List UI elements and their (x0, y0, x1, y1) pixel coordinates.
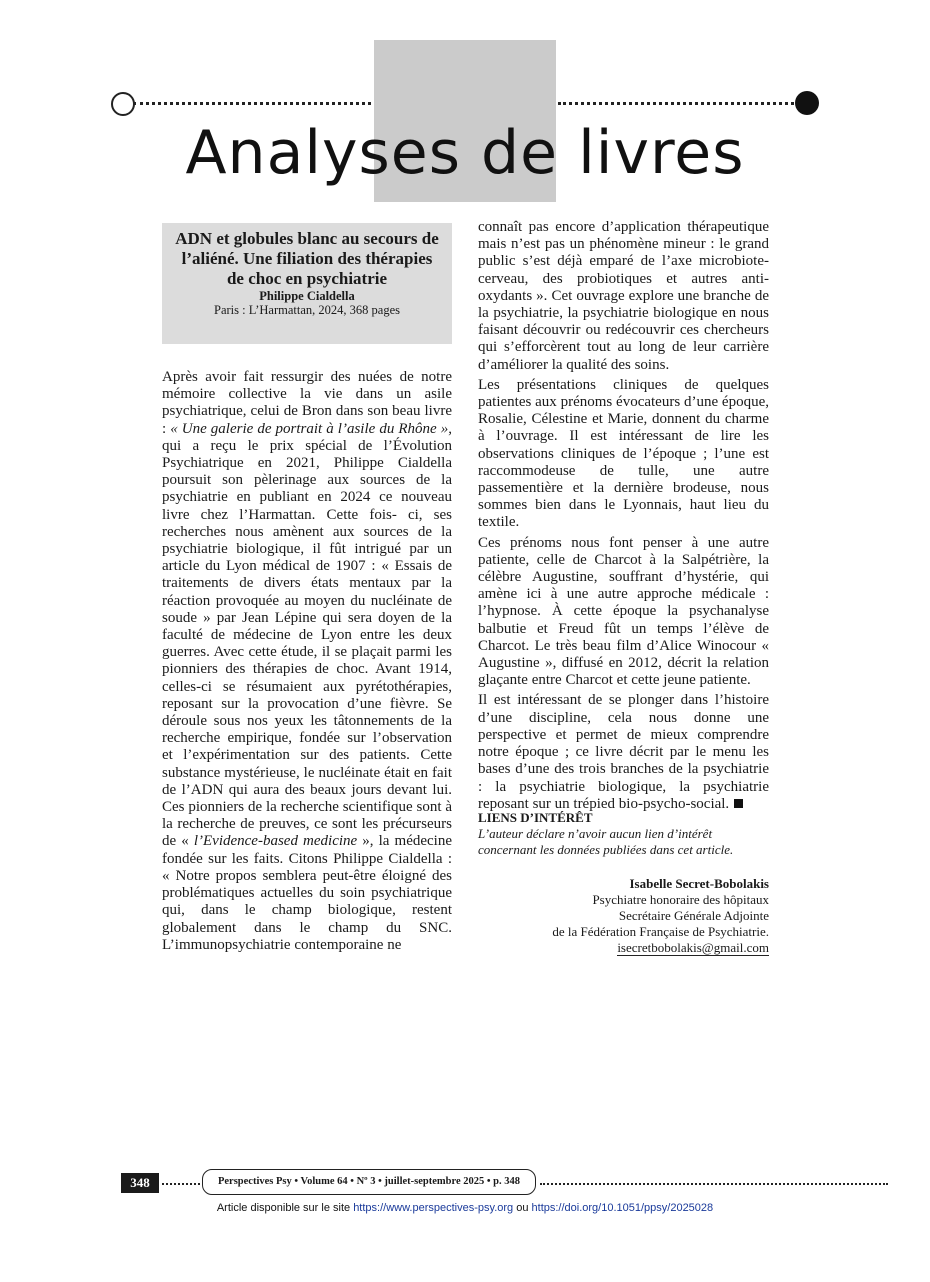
review-paragraph: connaît pas encore d’application thérapeutique mais n’est pas un phénomène mineur : le grand public s’est déjà emparé de l’axe microbiote-cerveau, des probiotiques et autres anti-oxydants ». Cet ouvrage explore une branche de la psychiatrie, la psychiatrie biologique en nous faisant découvrir ou redécouvrir ces chercheurs qui s’efforcèrent tout au long de leur carrière d’améliorer la qualité des soins. (478, 219, 769, 373)
review-paragraph: Il est intéressant de se plonger dans l’histoire d’une discipline, cela nous donne une perspective et permet de mieux comprendre notre époque ; ce livre décrit par le menu les bases d’une des trois branches de la psychiatrie : la psychiatrie biologique, la psychiatrie reposant sur un trépied bio-psycho-social. (478, 692, 769, 812)
review-paragraph: Ces prénoms nous font penser à une autre patiente, celle de Charcot à la Salpétrière, la célèbre Augustine, souffrant d’hystérie, qui amène ici à une autre approche médicale : l’hypnose. À cette époque la psychanalyse balbutie et Freud fût un temps l’élève de Charcot. Le très beau film d’Alice Winocour « Augustine », diffusé en 2012, décrit la relation glaçante entre Charcot et cette jeune patiente. (478, 534, 769, 689)
conflict-of-interest-heading: LIENS D’INTÉRÊT (478, 810, 593, 825)
book-title: ADN et globules blanc au secours de l’aliéné. Une filiation des thérapies de choc en psychiatrie (175, 229, 439, 288)
book-reference-box (162, 223, 452, 344)
availability-line: Article disponible sur le site https://www.perspectives-psy.org ou https://doi.org/10.1051/ppsy/2025028 (216, 1202, 714, 1214)
review-column-left (162, 369, 452, 957)
filled-circle-ornament (795, 91, 819, 115)
footer-dotted-rule-right (540, 1183, 888, 1185)
reviewer-title-1: Psychiatre honoraire des hôpitaux (592, 892, 769, 907)
page-number: 348 (121, 1173, 159, 1193)
book-author: Philippe Cialdella (259, 289, 355, 303)
doi-link[interactable]: https://doi.org/10.1051/ppsy/2025028 (531, 1202, 714, 1214)
journal-citation: Perspectives Psy • Volume 64 • Nº 3 • juillet-septembre 2025 • p. 348 (202, 1169, 536, 1195)
reviewer-title-3: de la Fédération Française de Psychiatrie. (552, 924, 769, 939)
open-circle-ornament (111, 92, 135, 116)
author-signature (478, 876, 769, 956)
reviewer-name: Isabelle Secret-Bobolakis (629, 876, 769, 891)
header-dotted-rule-left (133, 102, 371, 105)
reviewer-email[interactable]: isecretbobolakis@gmail.com (617, 940, 769, 955)
review-paragraph: Après avoir fait ressurgir des nuées de notre mémoire collective la vie dans un asile psychiatrique, celui de Bron dans son beau livre : « Une galerie de portrait à l’asile du Rhône », qui a reçu le prix spécial de l’Évolution Psychiatrique en 2021, Philippe Cialdella poursuit son pèlerinage aux sources de la psychiatrie en publiant en 2024 ce nouveau livre chez l’Harmattan. Cette fois- ci, ses recherches nous amènent aux sources de la psychiatrie biologique, il fût intrigué par un article du Lyon médical de 1907 : « Essais de traitements de divers états mentaux par la réaction provoquée au moyen du nucléinate de soude » par Jean Lépine qui sera doyen de la faculté de médecine de Lyon entre les deux guerres. Avec cette étude, il se plaçait parmi les pionniers des thérapies de choc. Avant 1914, celles-ci se résumaient aux pyrétothérapies, reposant sur la provocation d’une fièvre. Se déroule sous nos yeux les tâtonnements de la recherche empirique, fondée sur l’observation et l’expérimentation sur des patients. Cette substance mystérieuse, le nucléinate était en fait de l’ADN qui aura des beaux jours devant lui. Ces pionniers de la recherche scientifique sont à la recherche de preuves, ce sont les précurseurs de « l’Evidence-based medicine », la médecine fondée sur les faits. Citons Philippe Cialdella : « Notre propos semblera peut-être éloigné des problématiques actuelles du soin psychiatrique qui, dans le champ biologique, restent globalement dans le champ du SNC. L’immunopsychiatrie contemporaine ne (162, 369, 452, 953)
end-square-icon (734, 799, 743, 808)
header-dotted-rule-right (558, 102, 794, 105)
review-column-right (478, 219, 769, 816)
footer-dotted-rule-left (162, 1183, 200, 1185)
book-publication: Paris : L’Harmattan, 2024, 368 pages (214, 303, 400, 317)
italic-term: l’Evidence-based medicine (193, 833, 358, 850)
conflict-of-interest-text: L’auteur déclare n’avoir aucun lien d’intérêt concernant les données publiées dans cet article. (478, 826, 734, 857)
journal-website-link[interactable]: https://www.perspectives-psy.org (353, 1202, 514, 1214)
italic-book-title: « Une galerie de portrait à l’asile du Rhône » (170, 420, 449, 437)
page-title: Analyses de livres (185, 118, 745, 188)
reviewer-title-2: Secrétaire Générale Adjointe (618, 908, 769, 923)
review-paragraph: Les présentations cliniques de quelques patientes aux prénoms évocateurs d’une époque, Rosalie, Célestine et Marie, donnent du charme à l’ouvrage. Il est intéressant de lire les observations cliniques de l’époque ; l’une est raccommodeuse de tulle, une autre passementière et la dernière brodeuse, nous sommes bien dans le Lyonnais, haut lieu du textile. (478, 376, 769, 531)
